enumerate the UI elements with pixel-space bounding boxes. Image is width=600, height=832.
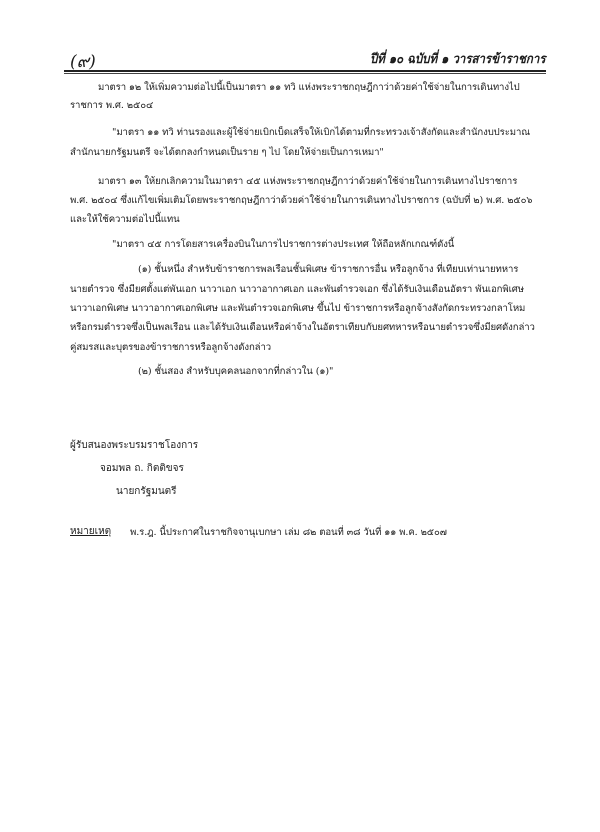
note-text: พ.ร.ฎ. นี้ประกาศในราชกิจจานุเบกษา เล่ม ๘๒ ตอนที่ ๓๘ วันที่ ๑๑ พ.ค. ๒๕๐๗	[130, 527, 447, 538]
countersign-label: ผู้รับสนองพระบรมราชโองการ	[70, 440, 199, 451]
body-line: พ.ศ. ๒๕๐๔ ซึ่งแก้ไขเพิ่มเติมโดยพระราชกฤษฎีกาว่าด้วยค่าใช้จ่ายในการเดินทางไปราชการ (ฉบับที่ ๒) พ.ศ. ๒๕๐๖	[70, 195, 533, 206]
body-line: "มาตรา ๑๑ ทวิ ท่านรองและผู้ใช้จ่ายเบิกเบ็ดเสร็จให้เบิกได้ตามที่กระทรวงเจ้าสังกัดและสำนักงบประมาณ	[112, 127, 531, 138]
body-line: สำนักนายกรัฐมนตรี จะได้ตกลงกำหนดเป็นราย ๆ ไป โดยให้จ่ายเป็นการเหมา"	[70, 147, 384, 158]
journal-header: ปีที่ ๑๐ ฉบับที่ ๑ วารสารข้าราชการ	[370, 52, 546, 67]
body-line: มาตรา ๑๒ ให้เพิ่มความต่อไปนี้เป็นมาตรา ๑๑ ทวิ แห่งพระราชกฤษฎีกาว่าด้วยค่าใช้จ่ายในการเดินทางไป	[98, 82, 520, 93]
body-line: คู่สมรสและบุตรของข้าราชการหรือลูกจ้างดังกล่าว	[70, 342, 272, 353]
body-line: มาตรา ๑๓ ให้ยกเลิกความในมาตรา ๔๕ แห่งพระราชกฤษฎีกาว่าด้วยค่าใช้จ่ายในการเดินทางไปราชการ	[98, 176, 518, 187]
body-line: "มาตรา ๔๕ การโดยสารเครื่องบินในการไปราชการต่างประเทศ ให้ถือหลักเกณฑ์ดังนี้	[112, 239, 455, 250]
header-rule	[64, 70, 546, 72]
signatory-name: จอมพล ถ. กิตติขจร	[100, 463, 184, 474]
body-line: หรือกรมตำรวจซึ่งเป็นพลเรือน และได้รับเงินเดือนหรือค่าจ้างในอัตราเทียบกับยศทหารหรือนายตำรวจซึ่งมียศดังกล่าว	[70, 322, 535, 333]
body-line: (๑) ชั้นหนึ่ง สำหรับข้าราชการพลเรือนชั้นพิเศษ ข้าราชการอื่น หรือลูกจ้าง ที่เทียบเท่านายทหาร	[138, 264, 519, 275]
body-line: นายตำรวจ ซึ่งมียศตั้งแต่พันเอก นาวาเอก นาวาอากาศเอก และพันตำรวจเอก ซึ่งได้รับเงินเดือนอัตรา พันเอกพิเศษ	[70, 284, 524, 295]
page-number: (๙)	[70, 52, 96, 72]
body-line: ราชการ พ.ศ. ๒๕๐๔	[70, 100, 154, 111]
body-line: นาวาเอกพิเศษ นาวาอากาศเอกพิเศษ และพันตำรวจเอกพิเศษ ขึ้นไป ข้าราชการหรือลูกจ้างสังกัดกระทรวงกลาโหม	[70, 303, 526, 314]
note-label: หมายเหตุ	[70, 526, 112, 537]
signatory-title: นายกรัฐมนตรี	[116, 486, 177, 497]
body-line: (๒) ชั้นสอง สำหรับบุคคลนอกจากที่กล่าวใน (๑)"	[138, 366, 334, 377]
body-line: และให้ใช้ความต่อไปนี้แทน	[70, 214, 180, 225]
header-rule-thin	[64, 73, 546, 74]
